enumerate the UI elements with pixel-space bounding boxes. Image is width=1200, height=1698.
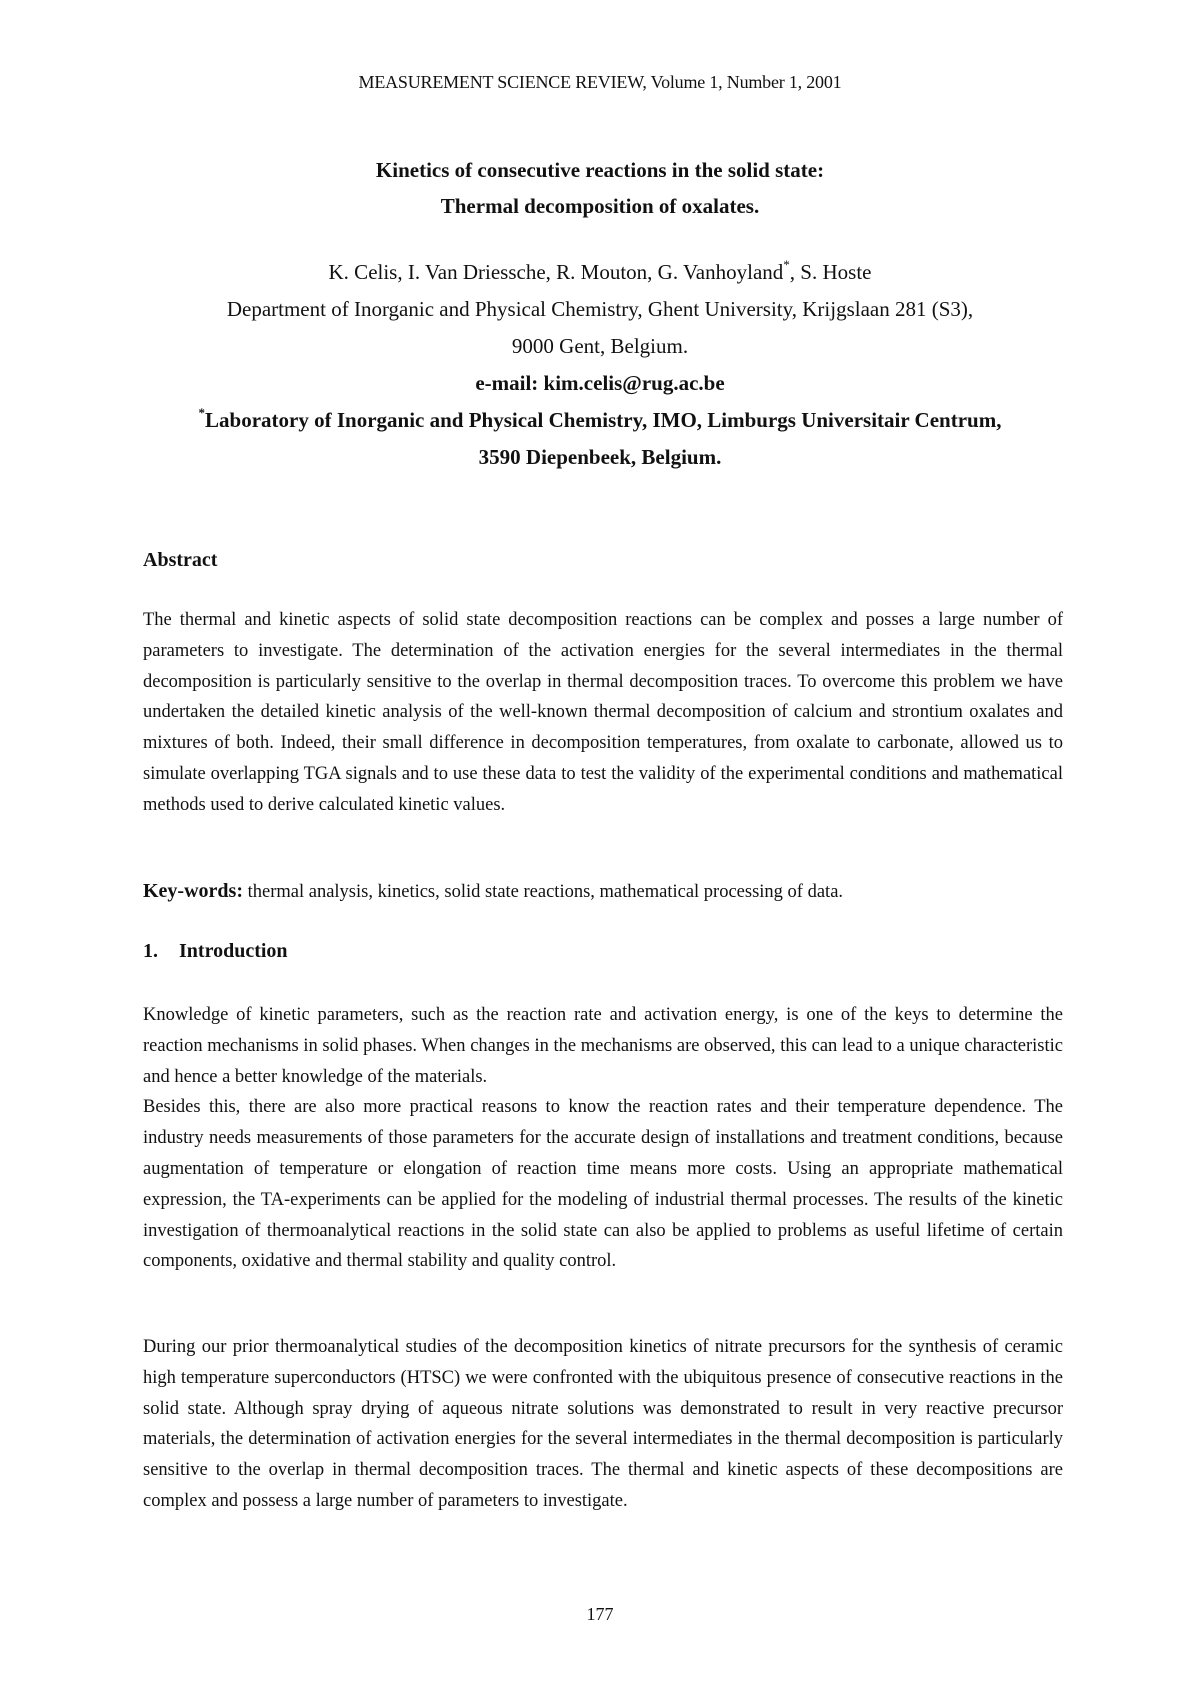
- author-names-part1: K. Celis, I. Van Driessche, R. Mouton, G. Vanhoyland: [328, 260, 784, 284]
- affiliation-2-mark: *: [198, 405, 206, 420]
- affiliation-1-line-1: Department of Inorganic and Physical Chemistry, Ghent University, Krijgslaan 281 (S3),: [226, 297, 974, 321]
- section-number: 1.: [143, 940, 158, 962]
- running-header: MEASUREMENT SCIENCE REVIEW, Volume 1, Number 1, 2001: [358, 72, 842, 92]
- page-number: 177: [586, 1604, 614, 1624]
- author-list: [0, 254, 1200, 291]
- paper-title: [0, 152, 1200, 224]
- introduction-paragraph-1: [143, 1000, 1063, 1277]
- affiliation-1-line-2: 9000 Gent, Belgium.: [511, 334, 689, 358]
- section-title: Introduction: [179, 940, 288, 962]
- affiliation-2-line-2: 3590 Diepenbeek, Belgium.: [478, 445, 722, 469]
- abstract-text: The thermal and kinetic aspects of solid state decomposition reactions can be complex and posses a large number of parameters to investigate. The determination of the activation energies for the several intermediates in the thermal decomposition is particularly sensitive to the overlap in thermal decomposition traces. To overcome this problem we have undertaken the detailed kinetic analysis of the well-known thermal decomposition of calcium and strontium oxalates and mixtures of both. Indeed, their small difference in decomposition temperatures, from oxalate to carbonate, allowed us to simulate overlapping TGA signals and to use these data to test the validity of the experimental conditions and mathematical methods used to derive calculated kinetic values.: [143, 610, 1063, 815]
- author-names-part2: , S. Hoste: [789, 260, 872, 284]
- author-email: e-mail: kim.celis@rug.ac.be: [475, 371, 725, 395]
- affiliation-2-line-1: [0, 402, 1200, 439]
- keywords: [143, 880, 1063, 903]
- section-heading-introduction: [143, 940, 288, 963]
- keywords-label: Key-words:: [143, 880, 243, 902]
- keywords-text: thermal analysis, kinetics, solid state reactions, mathematical processing of data.: [242, 882, 844, 902]
- introduction-paragraph-1b: Besides this, there are also more practical reasons to know the reaction rates and their temperature dependence. The industry needs measurements of those parameters for the accurate design of installations and treatment conditions, because augmentation of temperature or elongation of reaction time means more costs. Using an appropriate mathematical expression, the TA-experiments can be applied for the modeling of industrial thermal processes. The results of the kinetic investigation of thermoanalytical reactions in the solid state can also be applied to problems as useful lifetime of certain components, oxidative and thermal stability and quality control.: [143, 1097, 1063, 1272]
- authors-block: [0, 254, 1200, 476]
- affiliation-mark: *: [783, 257, 790, 272]
- abstract-heading: Abstract: [143, 549, 218, 571]
- introduction-paragraph-1a: Knowledge of kinetic parameters, such as the reaction rate and activation energy, is one of the keys to determine the reaction mechanisms in solid phases. When changes in the mechanisms are observed, this can lead to a unique characteristic and hence a better knowledge of the materials.: [143, 1005, 1063, 1087]
- title-line-2: Thermal decomposition of oxalates.: [440, 194, 760, 218]
- affiliation-2-text: Laboratory of Inorganic and Physical Chemistry, IMO, Limburgs Universitair Centrum,: [205, 408, 1002, 432]
- introduction-paragraph-2: During our prior thermoanalytical studies of the decomposition kinetics of nitrate precursors for the synthesis of ceramic high temperature superconductors (HTSC) we were confronted with the ubiquitous presence of consecutive reactions in the solid state. Although spray drying of aqueous nitrate solutions was demonstrated to result in very reactive precursor materials, the determination of activation energies for the several intermediates in the thermal decomposition is particularly sensitive to the overlap in thermal decomposition traces. The thermal and kinetic aspects of these decompositions are complex and possess a large number of parameters to investigate.: [143, 1337, 1063, 1511]
- title-line-1: Kinetics of consecutive reactions in the solid state:: [375, 158, 825, 182]
